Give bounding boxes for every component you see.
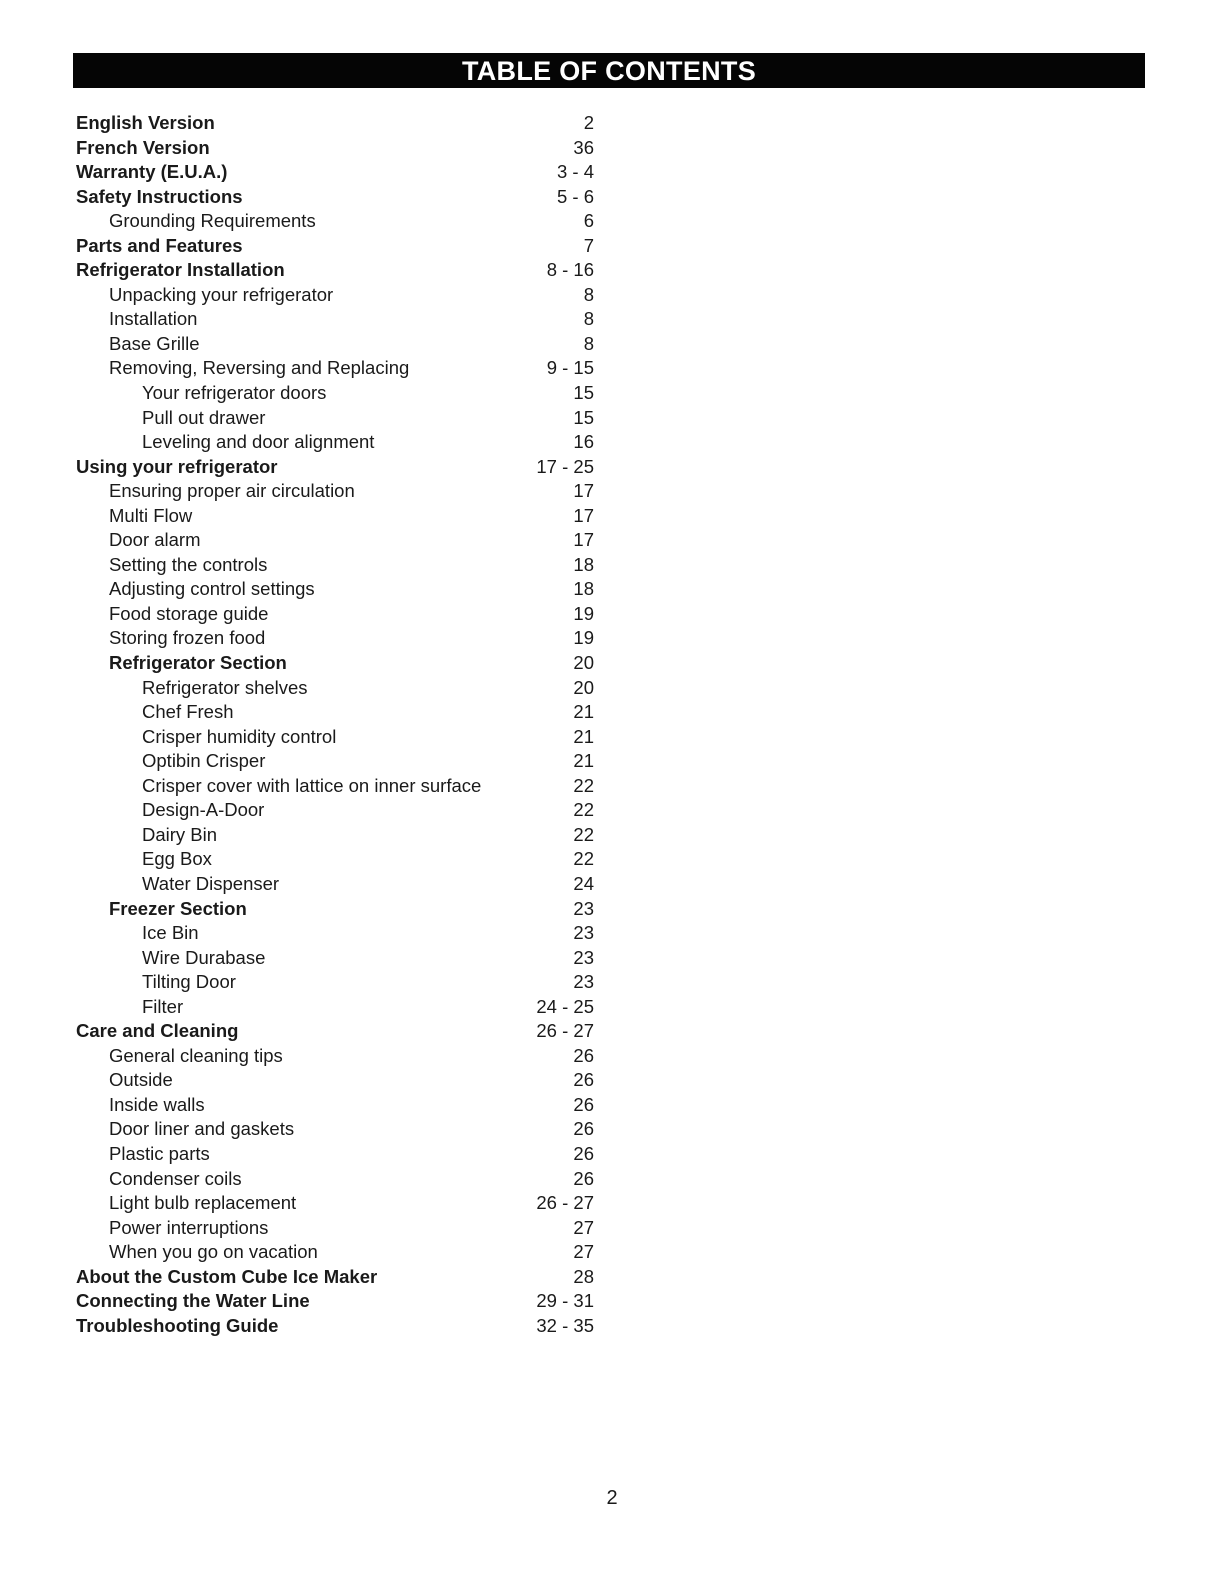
toc-entry-label: Parts and Features bbox=[76, 234, 243, 256]
toc-entry-label: Ice Bin bbox=[142, 922, 199, 944]
toc-entry-page: 22 bbox=[573, 848, 594, 870]
toc-entry-label: Refrigerator Section bbox=[109, 652, 287, 674]
toc-entry-page: 21 bbox=[573, 750, 594, 772]
toc-entry-label: English Version bbox=[76, 112, 215, 133]
toc-entry bbox=[76, 1117, 596, 1142]
toc-entry-label: Power interruptions bbox=[109, 1216, 269, 1238]
toc-entry-label: Safety Instructions bbox=[76, 185, 243, 207]
toc-entry bbox=[76, 136, 596, 161]
toc-entry-label: About the Custom Cube Ice Maker bbox=[76, 1265, 378, 1287]
toc-entry-page: 6 bbox=[583, 210, 594, 232]
toc-entry-page: 15 bbox=[573, 406, 594, 428]
toc-entry bbox=[76, 1167, 596, 1192]
toc-entry bbox=[76, 307, 596, 332]
toc-entry-page: 8 bbox=[583, 283, 594, 305]
toc-entry-page: 17 bbox=[573, 504, 594, 526]
toc-entry bbox=[76, 1068, 596, 1093]
toc-entry bbox=[76, 626, 596, 651]
toc-entry-label: Door liner and gaskets bbox=[109, 1118, 295, 1140]
toc-entry-label: Warranty (E.U.A.) bbox=[76, 161, 228, 183]
toc-entry-label: Connecting the Water Line bbox=[76, 1290, 310, 1312]
toc-entry-page: 23 bbox=[573, 922, 594, 944]
toc-entry-label: Light bulb replacement bbox=[109, 1192, 297, 1214]
toc-entry bbox=[76, 651, 596, 676]
toc-entry-page: 26 bbox=[573, 1118, 594, 1140]
toc-entry bbox=[76, 283, 596, 308]
toc-entry-page: 19 bbox=[573, 602, 594, 624]
toc-entry-page: 26 bbox=[573, 1044, 594, 1066]
toc-entry-label: Your refrigerator doors bbox=[142, 382, 327, 404]
toc-entry-page: 26 - 27 bbox=[536, 1192, 594, 1214]
toc-entry-page: 21 bbox=[573, 725, 594, 747]
toc-entry bbox=[76, 1044, 596, 1069]
toc-entry-page: 7 bbox=[583, 234, 594, 256]
toc-entry bbox=[76, 1289, 596, 1314]
toc-entry-label: General cleaning tips bbox=[109, 1044, 283, 1066]
toc-entry-page: 2 bbox=[583, 112, 594, 133]
toc-entry-label: Unpacking your refrigerator bbox=[109, 283, 334, 305]
toc-entry-label: Chef Fresh bbox=[142, 701, 234, 723]
toc-entry-page: 5 - 6 bbox=[556, 185, 594, 207]
toc-entry-label: Removing, Reversing and Replacing bbox=[109, 357, 410, 379]
toc-entry-page: 36 bbox=[573, 136, 594, 158]
toc-entry bbox=[76, 455, 596, 480]
toc-entry-page: 26 - 27 bbox=[536, 1020, 594, 1042]
toc-entry-page: 9 - 15 bbox=[546, 357, 594, 379]
toc-entry-label: Leveling and door alignment bbox=[142, 431, 375, 453]
toc-entry bbox=[76, 1265, 596, 1290]
toc-entry-label: Installation bbox=[109, 308, 198, 330]
toc-entry-page: 23 bbox=[573, 946, 594, 968]
toc-entry-label: Ensuring proper air circulation bbox=[109, 480, 355, 502]
toc-entry-label: Wire Durabase bbox=[142, 946, 266, 968]
toc-entry-label: Plastic parts bbox=[109, 1142, 210, 1164]
toc-entry bbox=[76, 430, 596, 455]
toc-entry-page: 27 bbox=[573, 1241, 594, 1263]
toc-entry-page: 22 bbox=[573, 823, 594, 845]
toc-entry-page: 23 bbox=[573, 897, 594, 919]
toc-entry bbox=[76, 897, 596, 922]
toc-entry-label: Outside bbox=[109, 1069, 173, 1091]
page-title: TABLE OF CONTENTS bbox=[73, 53, 1145, 88]
toc-entry bbox=[76, 406, 596, 431]
toc-entry bbox=[76, 1142, 596, 1167]
toc-entry bbox=[76, 774, 596, 799]
toc-entry-label: Filter bbox=[142, 995, 184, 1017]
table-of-contents bbox=[76, 111, 596, 1338]
toc-entry-page: 22 bbox=[573, 774, 594, 796]
toc-entry bbox=[76, 160, 596, 185]
toc-entry-label: Design-A-Door bbox=[142, 799, 265, 821]
toc-entry-page: 24 bbox=[573, 872, 594, 894]
toc-entry bbox=[76, 553, 596, 578]
toc-entry-label: Food storage guide bbox=[109, 602, 269, 624]
toc-entry-label: Door alarm bbox=[109, 529, 201, 551]
toc-entry bbox=[76, 946, 596, 971]
toc-entry-page: 21 bbox=[573, 701, 594, 723]
toc-entry-page: 32 - 35 bbox=[536, 1314, 594, 1336]
toc-entry bbox=[76, 504, 596, 529]
toc-entry-label: Pull out drawer bbox=[142, 406, 266, 428]
toc-entry-page: 15 bbox=[573, 382, 594, 404]
toc-entry-page: 16 bbox=[573, 431, 594, 453]
toc-entry bbox=[76, 995, 596, 1020]
toc-entry-label: When you go on vacation bbox=[109, 1241, 318, 1263]
toc-entry-page: 26 bbox=[573, 1093, 594, 1115]
toc-entry-page: 23 bbox=[573, 971, 594, 993]
toc-entry-page: 26 bbox=[573, 1069, 594, 1091]
toc-entry-label: Crisper humidity control bbox=[142, 725, 337, 747]
toc-entry bbox=[76, 1240, 596, 1265]
toc-entry-label: Setting the controls bbox=[109, 553, 268, 575]
toc-entry bbox=[76, 381, 596, 406]
toc-entry-label: Storing frozen food bbox=[109, 627, 266, 649]
toc-entry-page: 22 bbox=[573, 799, 594, 821]
toc-entry bbox=[76, 111, 596, 136]
toc-entry-label: Optibin Crisper bbox=[142, 750, 266, 772]
toc-entry bbox=[76, 749, 596, 774]
toc-entry-page: 18 bbox=[573, 578, 594, 600]
toc-entry bbox=[76, 1093, 596, 1118]
toc-entry bbox=[76, 356, 596, 381]
toc-entry bbox=[76, 602, 596, 627]
toc-entry bbox=[76, 1191, 596, 1216]
toc-entry-page: 26 bbox=[573, 1142, 594, 1164]
toc-entry-label: Condenser coils bbox=[109, 1167, 242, 1189]
toc-entry-label: French Version bbox=[76, 136, 210, 158]
page-number: 2 bbox=[606, 1487, 618, 1509]
toc-entry-page: 8 bbox=[583, 332, 594, 354]
toc-entry bbox=[76, 332, 596, 357]
toc-entry bbox=[76, 209, 596, 234]
toc-entry-page: 18 bbox=[573, 553, 594, 575]
toc-entry-page: 20 bbox=[573, 652, 594, 674]
toc-entry-label: Refrigerator shelves bbox=[142, 676, 308, 698]
toc-entry bbox=[76, 700, 596, 725]
toc-entry bbox=[76, 1314, 596, 1339]
toc-entry-page: 17 bbox=[573, 529, 594, 551]
toc-entry-label: Troubleshooting Guide bbox=[76, 1314, 279, 1336]
toc-entry-page: 20 bbox=[573, 676, 594, 698]
toc-entry-page: 28 bbox=[573, 1265, 594, 1287]
toc-entry-label: Crisper cover with lattice on inner surface bbox=[142, 774, 482, 796]
toc-entry bbox=[76, 798, 596, 823]
toc-entry-label: Adjusting control settings bbox=[109, 578, 315, 600]
toc-entry-label: Dairy Bin bbox=[142, 823, 218, 845]
toc-entry-label: Refrigerator Installation bbox=[76, 259, 285, 281]
toc-entry-label: Water Dispenser bbox=[142, 872, 280, 894]
toc-entry-page: 29 - 31 bbox=[536, 1290, 594, 1312]
toc-entry bbox=[76, 872, 596, 897]
toc-entry-page: 24 - 25 bbox=[536, 995, 594, 1017]
toc-entry bbox=[76, 528, 596, 553]
toc-entry-page: 27 bbox=[573, 1216, 594, 1238]
toc-entry bbox=[76, 1216, 596, 1241]
toc-entry bbox=[76, 1019, 596, 1044]
toc-entry bbox=[76, 676, 596, 701]
toc-entry bbox=[76, 479, 596, 504]
toc-entry-label: Base Grille bbox=[109, 332, 200, 354]
toc-entry bbox=[76, 823, 596, 848]
toc-entry-page: 17 bbox=[573, 480, 594, 502]
toc-entry bbox=[76, 725, 596, 750]
toc-entry bbox=[76, 185, 596, 210]
toc-entry-label: Inside walls bbox=[109, 1093, 205, 1115]
toc-entry-label: Grounding Requirements bbox=[109, 210, 316, 232]
toc-entry-label: Egg Box bbox=[142, 848, 212, 870]
toc-entry-label: Multi Flow bbox=[109, 504, 193, 526]
toc-entry-page: 17 - 25 bbox=[536, 455, 594, 477]
toc-entry-label: Using your refrigerator bbox=[76, 455, 278, 477]
toc-entry-page: 3 - 4 bbox=[556, 161, 594, 183]
toc-entry-label: Care and Cleaning bbox=[76, 1020, 239, 1042]
toc-entry-page: 26 bbox=[573, 1167, 594, 1189]
toc-entry-label: Tilting Door bbox=[142, 971, 236, 993]
toc-entry bbox=[76, 234, 596, 259]
toc-entry bbox=[76, 577, 596, 602]
toc-entry bbox=[76, 847, 596, 872]
toc-entry-label: Freezer Section bbox=[109, 897, 247, 919]
toc-entry bbox=[76, 970, 596, 995]
toc-entry bbox=[76, 258, 596, 283]
toc-entry-page: 8 bbox=[583, 308, 594, 330]
toc-entry-page: 8 - 16 bbox=[546, 259, 594, 281]
toc-entry bbox=[76, 921, 596, 946]
toc-entry-page: 19 bbox=[573, 627, 594, 649]
